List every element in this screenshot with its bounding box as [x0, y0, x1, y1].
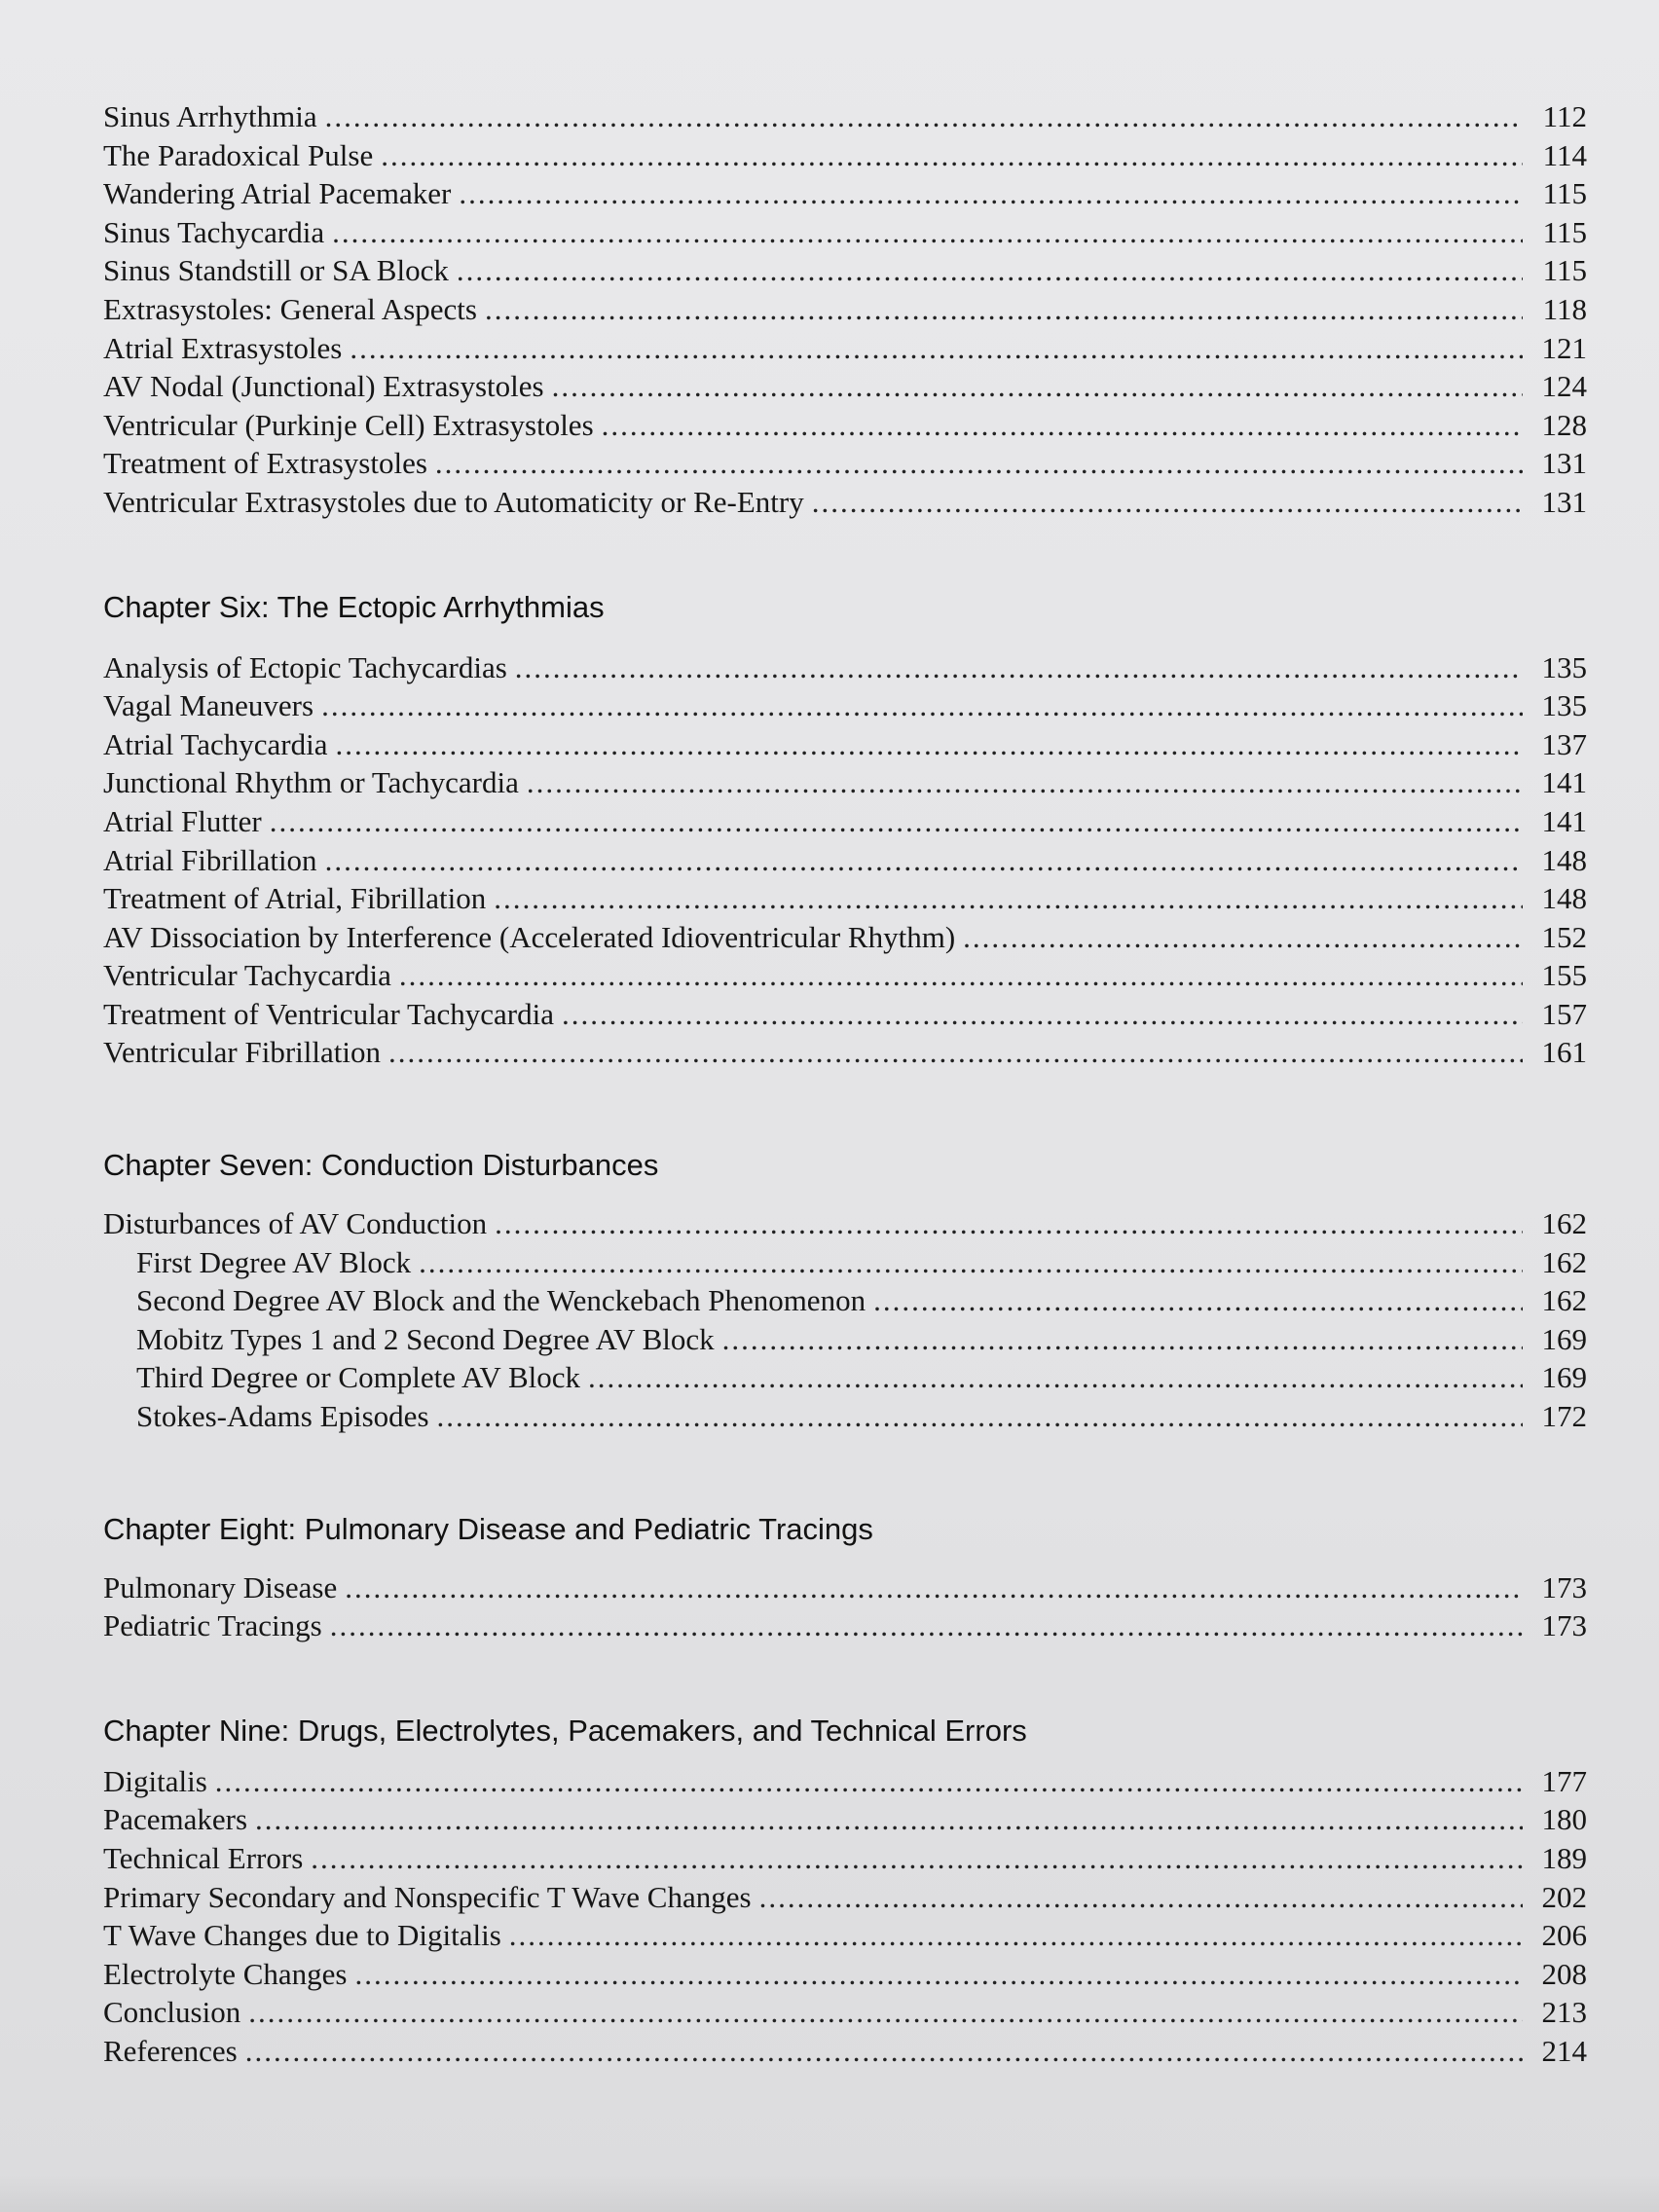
entry-page: 137	[1541, 726, 1587, 761]
toc-entry	[103, 918, 1587, 957]
dot-leader	[509, 1916, 1523, 1955]
entry-page: 148	[1541, 881, 1587, 916]
dot-leader	[485, 290, 1523, 329]
entry-page: 169	[1541, 1321, 1587, 1356]
toc-entry	[103, 1916, 1587, 1955]
dot-leader	[270, 802, 1523, 841]
dot-leader	[494, 879, 1523, 918]
entry-page: 189	[1541, 1841, 1587, 1875]
toc-entry	[103, 483, 1587, 522]
dot-leader	[332, 213, 1523, 252]
chapter-heading: Chapter Nine: Drugs, Electrolytes, Pacemakers, and Technical Errors	[103, 1713, 1027, 1748]
toc-entry	[103, 802, 1587, 841]
dot-leader	[330, 1606, 1523, 1645]
toc-entry	[103, 444, 1587, 483]
entry-title: Second Degree AV Block and the Wenckebach Phenomenon	[136, 1283, 866, 1318]
entry-page: 173	[1541, 1608, 1587, 1643]
entry-page: 135	[1541, 688, 1587, 723]
entry-page: 148	[1541, 842, 1587, 877]
dot-leader	[495, 1204, 1523, 1243]
toc-subentry	[103, 1358, 1587, 1397]
dot-leader	[457, 251, 1523, 290]
dot-leader	[215, 1762, 1523, 1801]
entry-page: 152	[1541, 919, 1587, 954]
entry-page: 173	[1541, 1569, 1587, 1604]
entry-title: Atrial Flutter	[103, 803, 262, 838]
entry-title: Third Degree or Complete AV Block	[136, 1360, 581, 1395]
entry-title: Primary Secondary and Nonspecific T Wave Changes	[103, 1879, 752, 1914]
entry-page: 162	[1541, 1206, 1587, 1241]
toc-entry	[103, 1033, 1587, 1072]
entry-page: 162	[1541, 1244, 1587, 1279]
toc-entry	[103, 1606, 1587, 1645]
entry-page: 131	[1541, 446, 1587, 481]
entry-page: 155	[1541, 958, 1587, 993]
toc-subentry	[103, 1320, 1587, 1359]
dot-leader	[722, 1320, 1523, 1359]
chapter-nine-section	[103, 1712, 1587, 2071]
dot-leader	[355, 1955, 1524, 1994]
entry-page: 157	[1541, 996, 1587, 1031]
dot-leader	[515, 648, 1523, 687]
entry-title: Technical Errors	[103, 1841, 304, 1875]
entry-page: 162	[1541, 1283, 1587, 1318]
entry-title: Analysis of Ectopic Tachycardias	[103, 649, 507, 684]
dot-leader	[399, 956, 1523, 995]
entry-title: Ventricular Extrasystoles due to Automaticity or Re-Entry	[103, 484, 804, 519]
entry-page: 214	[1541, 2033, 1587, 2068]
page-bottom-shadow	[0, 2173, 1659, 2212]
entry-title: Treatment of Ventricular Tachycardia	[103, 996, 554, 1031]
entry-page: 135	[1541, 649, 1587, 684]
toc-entry	[103, 648, 1587, 687]
dot-leader	[325, 97, 1523, 136]
entry-title: Treatment of Atrial, Fibrillation	[103, 881, 487, 916]
dot-leader	[435, 444, 1523, 483]
entry-page: 208	[1541, 1956, 1587, 1991]
entry-title: Junctional Rhythm or Tachycardia	[103, 765, 519, 800]
entry-title: Disturbances of AV Conduction	[103, 1206, 488, 1241]
entry-title: Electrolyte Changes	[103, 1956, 348, 1991]
entry-title: Atrial Tachycardia	[103, 726, 328, 761]
chapter-six-section	[103, 588, 1587, 1073]
dot-leader	[381, 136, 1523, 175]
toc-entry	[103, 686, 1587, 725]
entry-page: 169	[1541, 1360, 1587, 1395]
toc-entry	[103, 213, 1587, 252]
entry-title: Extrasystoles: General Aspects	[103, 291, 477, 326]
entry-title: First Degree AV Block	[136, 1244, 412, 1279]
entry-page: 128	[1541, 407, 1587, 442]
entry-page: 115	[1542, 253, 1587, 288]
entry-title: Sinus Standstill or SA Block	[103, 253, 449, 288]
toc-subentry	[103, 1243, 1587, 1282]
toc-entry	[103, 174, 1587, 213]
dot-leader	[325, 841, 1523, 880]
entry-page: 172	[1541, 1399, 1587, 1434]
toc-entry	[103, 1839, 1587, 1878]
entry-page: 114	[1542, 137, 1587, 172]
toc-entry	[103, 763, 1587, 802]
toc-subentry	[103, 1397, 1587, 1436]
entry-page: 180	[1541, 1802, 1587, 1837]
entry-page: 206	[1541, 1918, 1587, 1953]
toc-entry	[103, 1878, 1587, 1917]
dot-leader	[345, 1568, 1523, 1607]
entry-page: 121	[1541, 330, 1587, 365]
dot-leader	[419, 1243, 1523, 1282]
dot-leader	[873, 1281, 1523, 1320]
entry-title: Atrial Extrasystoles	[103, 330, 343, 365]
entry-title: Pacemakers	[103, 1802, 248, 1837]
chapter-eight-section	[103, 1510, 1587, 1645]
entry-title: Stokes-Adams Episodes	[136, 1399, 429, 1434]
toc-entry	[103, 136, 1587, 175]
dot-leader	[552, 367, 1523, 406]
entry-title: Digitalis	[103, 1763, 207, 1798]
entry-page: 112	[1542, 99, 1587, 133]
entry-page: 115	[1542, 176, 1587, 211]
entry-title: Pulmonary Disease	[103, 1569, 338, 1604]
entry-page: 131	[1541, 484, 1587, 519]
entry-title: Pediatric Tracings	[103, 1608, 322, 1643]
chapter-heading: Chapter Six: The Ectopic Arrhythmias	[103, 589, 605, 624]
entry-title: Mobitz Types 1 and 2 Second Degree AV Block	[136, 1321, 715, 1356]
toc-entry	[103, 879, 1587, 918]
dot-leader	[321, 686, 1523, 725]
entry-title: Sinus Tachycardia	[103, 214, 325, 249]
dot-leader	[602, 406, 1523, 445]
toc-entry	[103, 956, 1587, 995]
toc-entry	[103, 406, 1587, 445]
entry-page: 124	[1541, 369, 1587, 404]
toc-entry	[103, 1204, 1587, 1243]
continued-section	[103, 97, 1587, 522]
dot-leader	[812, 483, 1523, 522]
toc-entry	[103, 1955, 1587, 1994]
dot-leader	[388, 1033, 1523, 1072]
entry-page: 118	[1542, 291, 1587, 326]
dot-leader	[459, 174, 1523, 213]
toc-entry	[103, 367, 1587, 406]
entry-page: 141	[1541, 765, 1587, 800]
entry-title: Vagal Maneuvers	[103, 688, 314, 723]
chapter-heading: Chapter Seven: Conduction Disturbances	[103, 1148, 659, 1183]
entry-page: 213	[1541, 1995, 1587, 2030]
entry-title: Treatment of Extrasystoles	[103, 446, 427, 481]
dot-leader	[350, 329, 1523, 368]
toc-entry	[103, 1762, 1587, 1801]
entry-title: Atrial Fibrillation	[103, 842, 317, 877]
entry-title: The Paradoxical Pulse	[103, 137, 374, 172]
toc-entry	[103, 251, 1587, 290]
entry-title: References	[103, 2033, 238, 2068]
entry-page: 115	[1542, 214, 1587, 249]
toc-entry	[103, 1800, 1587, 1839]
dot-leader	[336, 725, 1523, 764]
dot-leader	[245, 2032, 1523, 2071]
toc-entry	[103, 841, 1587, 880]
dot-leader	[255, 1800, 1523, 1839]
entry-title: T Wave Changes due to Digitalis	[103, 1918, 501, 1953]
entry-page: 202	[1541, 1879, 1587, 1914]
dot-leader	[527, 763, 1523, 802]
toc-entry	[103, 1568, 1587, 1607]
toc-entry	[103, 725, 1587, 764]
toc-entry	[103, 329, 1587, 368]
chapter-seven-section	[103, 1146, 1587, 1436]
chapter-heading: Chapter Eight: Pulmonary Disease and Pediatric Tracings	[103, 1511, 873, 1546]
table-of-contents	[103, 97, 1587, 2071]
entry-title: Ventricular Fibrillation	[103, 1035, 381, 1070]
dot-leader	[759, 1878, 1523, 1917]
entry-page: 161	[1541, 1035, 1587, 1070]
dot-leader	[311, 1839, 1523, 1878]
toc-entry	[103, 1993, 1587, 2032]
entry-page: 141	[1541, 803, 1587, 838]
entry-title: Ventricular Tachycardia	[103, 958, 391, 993]
entry-title: Wandering Atrial Pacemaker	[103, 176, 452, 211]
entry-page: 177	[1541, 1763, 1587, 1798]
dot-leader	[562, 995, 1523, 1034]
toc-entry	[103, 97, 1587, 136]
dot-leader	[588, 1358, 1523, 1397]
dot-leader	[963, 918, 1523, 957]
entry-title: Conclusion	[103, 1995, 241, 2030]
toc-entry	[103, 2032, 1587, 2071]
entry-title: Sinus Arrhythmia	[103, 99, 317, 133]
dot-leader	[437, 1397, 1523, 1436]
entry-title: AV Nodal (Junctional) Extrasystoles	[103, 369, 544, 404]
entry-title: Ventricular (Purkinje Cell) Extrasystoles	[103, 407, 594, 442]
toc-entry	[103, 995, 1587, 1034]
toc-subentry	[103, 1281, 1587, 1320]
entry-title: AV Dissociation by Interference (Accelerated Idioventricular Rhythm)	[103, 919, 956, 954]
toc-entry	[103, 290, 1587, 329]
dot-leader	[248, 1993, 1523, 2032]
